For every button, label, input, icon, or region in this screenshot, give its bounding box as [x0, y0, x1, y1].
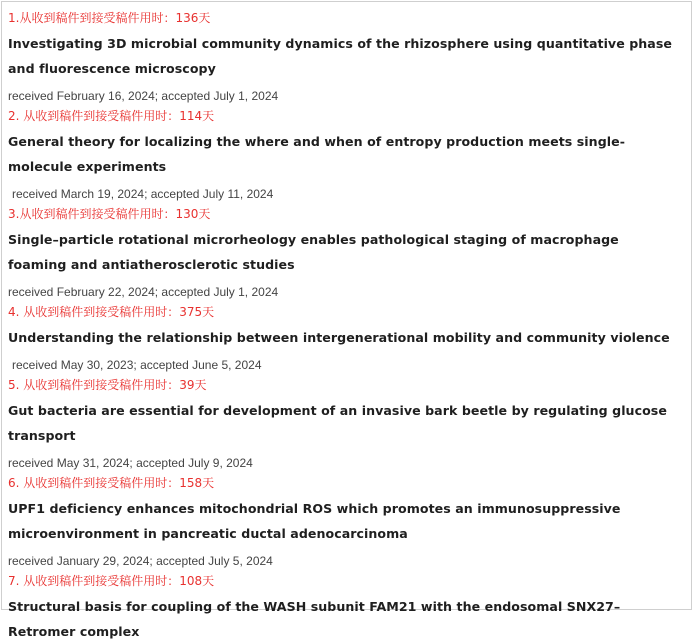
article-title: Structural basis for coupling of the WASH subunit FAM21 with the endosomal SNX27–Retromer complex [8, 599, 621, 639]
article-dates: received March 19, 2024; accepted July 11, 2024 [12, 187, 274, 201]
review-time-heading: 6. 从收到稿件到接受稿件用时：158天 [8, 476, 215, 490]
article-title: Understanding the relationship between intergenerational mobility and community violence [8, 330, 670, 345]
article-dates: received May 31, 2024; accepted July 9, 2024 [8, 456, 253, 470]
list-item [8, 574, 691, 644]
article-dates: received May 30, 2023; accepted June 5, 2024 [12, 358, 262, 372]
list-item [8, 305, 691, 375]
list-item [8, 207, 691, 302]
article-dates: received January 29, 2024; accepted July 5, 2024 [8, 554, 273, 568]
list-item [8, 109, 691, 204]
article-dates: received February 16, 2024; accepted July 1, 2024 [8, 89, 279, 103]
article-title: Gut bacteria are essential for development of an invasive bark beetle by regulating glucose transport [8, 403, 667, 443]
article-title: General theory for localizing the where and when of entropy production meets single-molecule experiments [8, 134, 625, 174]
article-list [2, 2, 691, 644]
article-title: Single–particle rotational microrheology enables pathological staging of macrophage foaming and antiatherosclerotic studies [8, 232, 619, 272]
article-list-panel [1, 1, 692, 639]
article-title: UPF1 deficiency enhances mitochondrial ROS which promotes an immunosuppressive microenvironment in pancreatic ductal adenocarcinoma [8, 501, 621, 541]
review-time-heading: 5. 从收到稿件到接受稿件用时：39天 [8, 378, 207, 392]
article-title: Investigating 3D microbial community dynamics of the rhizosphere using quantitative phase and fluorescence microscopy [8, 36, 672, 76]
review-time-heading: 3.从收到稿件到接受稿件用时：130天 [8, 207, 211, 221]
list-item [8, 476, 691, 571]
list-item [8, 378, 691, 473]
article-dates: received February 22, 2024; accepted July 1, 2024 [8, 285, 279, 299]
review-time-heading: 1.从收到稿件到接受稿件用时：136天 [8, 11, 211, 25]
review-time-heading: 7. 从收到稿件到接受稿件用时：108天 [8, 574, 215, 588]
list-item [8, 11, 691, 106]
review-time-heading: 2. 从收到稿件到接受稿件用时：114天 [8, 109, 215, 123]
review-time-heading: 4. 从收到稿件到接受稿件用时：375天 [8, 305, 215, 319]
